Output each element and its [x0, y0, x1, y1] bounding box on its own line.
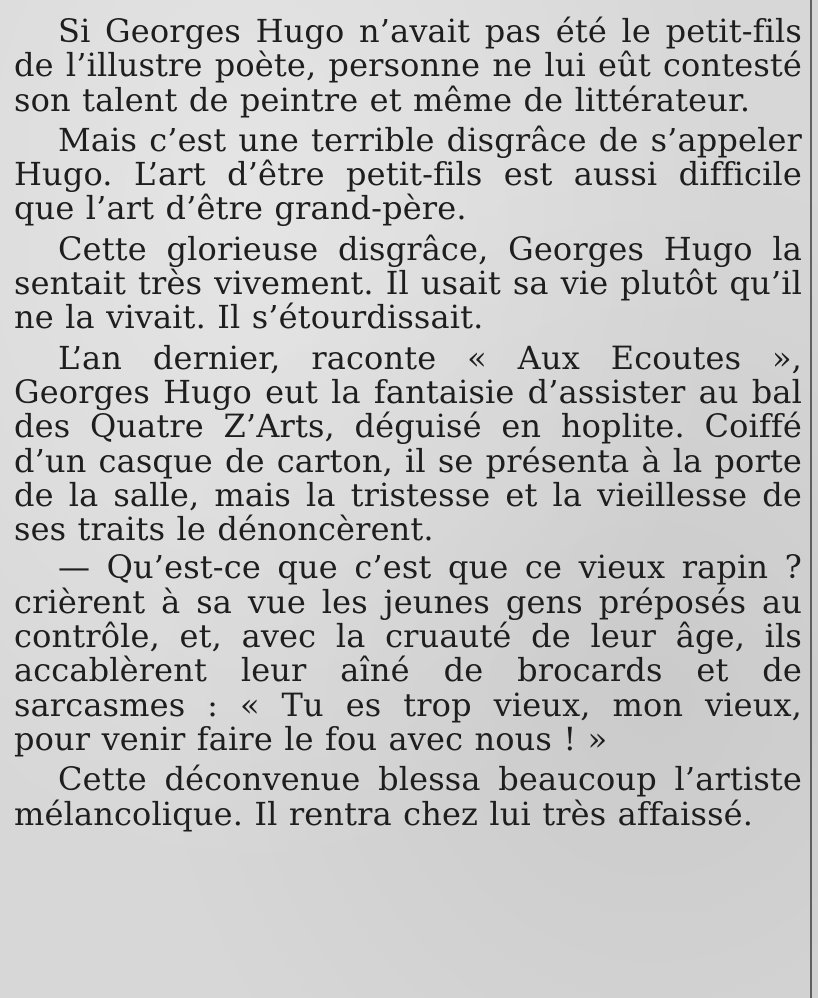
paragraph-1: Si Georges Hugo n’avait pas été le petit-fils de l’illustre poète, personne ne lui eût contesté son talent de peintre et même de littérateur. [14, 12, 802, 119]
paragraph-6: Cette déconvenue blessa beaucoup l’artiste mélancolique. Il rentra chez lui très affaissé. [14, 760, 802, 833]
article-column [14, 14, 802, 837]
paragraph-4: L’an dernier, raconte « Aux Ecoutes », Georges Hugo eut la fantaisie d’assister au bal des Quatre Z’Arts, déguisé en hoplite. Coiffé d’un casque de carton, il se présenta à la porte de la salle, mais la tristesse et la vieillesse de ses traits le dénoncèrent. [14, 338, 802, 549]
paragraph-3: Cette glorieuse disgrâce, Georges Hugo la sentait très vivement. Il usait sa vie plutôt qu’il ne la vivait. Il s’étourdissait. [14, 229, 802, 337]
column-rule [810, 0, 812, 998]
paragraph-2: Mais c’est une terrible disgrâce de s’appeler Hugo. L’art d’être petit-fils est aussi difficile que l’art d’être grand-père. [14, 120, 802, 228]
paragraph-5: — Qu’est-ce que c’est que ce vieux rapin ? crièrent à sa vue les jeunes gens préposés au contrôle, et, avec la cruauté de leur âge, ils accablèrent leur aîné de brocards et de sarcasmes : « Tu es trop vieux, mon vieux, pour venir faire le fou avec nous ! » [14, 548, 802, 758]
